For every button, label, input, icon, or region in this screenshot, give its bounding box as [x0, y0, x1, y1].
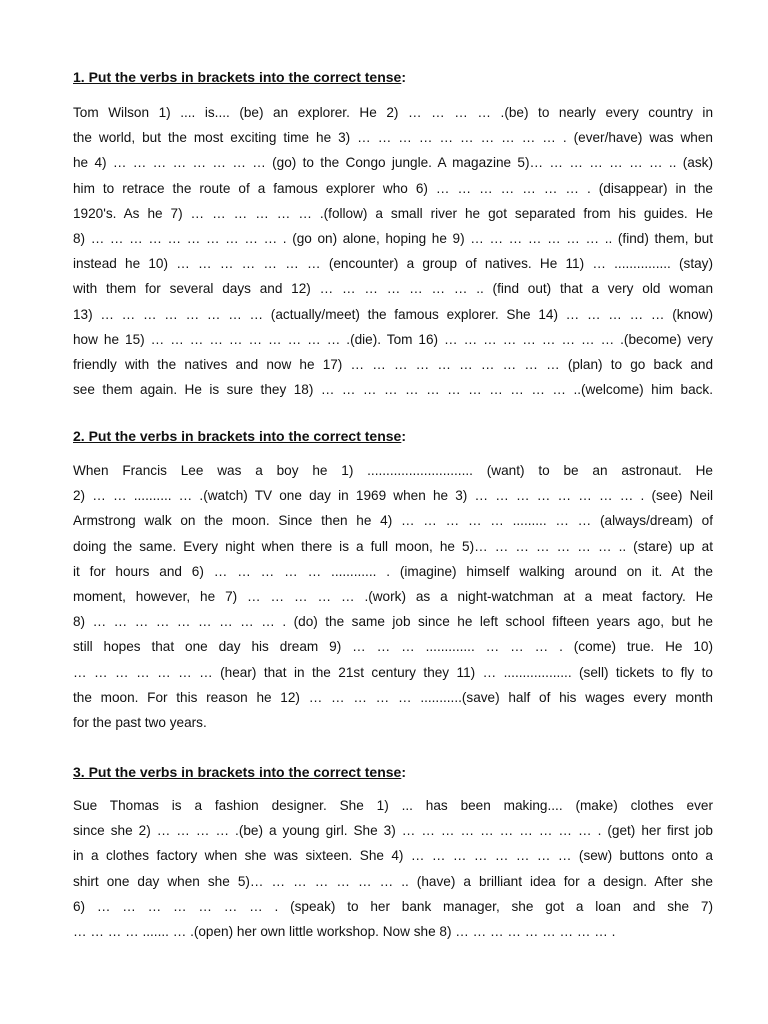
exercise-heading-text: 2. Put the verbs in brackets into the correct tense	[73, 428, 402, 444]
paragraph-line: instead he 10) … … … … … … … (encounter) a group of natives. He 11) … ............... (stay)	[73, 256, 713, 272]
paragraph-line: 2) … … .......... … .(watch) TV one day in 1969 when he 3) … … … … … … … … . (see) Neil	[73, 488, 713, 504]
paragraph-line: 8) … … … … … … … … … … . (go on) alone, hoping he 9) … … … … … … … .. (find) them, but	[73, 230, 713, 246]
paragraph-line: 8) … … … … … … … … … . (do) the same job since he left school fifteen years ago, but he	[73, 614, 713, 630]
exercise-section-1	[73, 68, 713, 402]
paragraph-line: … … … … ....... … .(open) her own little workshop. Now she 8) … … … … … … … … … .	[73, 923, 616, 939]
exercise-paragraph	[73, 793, 713, 944]
exercise-heading	[73, 763, 713, 781]
paragraph-line: friendly with the natives and now he 17) … … … … … … … … … … (plan) to go back and	[73, 356, 713, 372]
paragraph-line: doing the same. Every night when there is a full moon, he 5)… … … … … … … .. (stare) up at	[73, 538, 713, 554]
paragraph-line: 6) … … … … … … … . (speak) to her bank manager, she got a loan and she 7)	[73, 898, 713, 914]
exercise-paragraph	[73, 100, 713, 402]
paragraph-line: 13) … … … … … … … … (actually/meet) the famous explorer. She 14) … … … … … (know)	[73, 306, 713, 322]
exercise-section-3	[73, 763, 713, 944]
paragraph-line: still hopes that one day his dream 9) … … … ............. … … … . (come) true. He 10)	[73, 639, 713, 655]
paragraph-line: the world, but the most exciting time he 3) … … … … … … … … … … . (ever/have) was when	[73, 130, 713, 146]
paragraph-line: it for hours and 6) … … … … … ............ . (imagine) himself walking around on it. At the	[73, 563, 713, 579]
heading-colon: :	[401, 764, 406, 780]
paragraph-line: 1920's. As he 7) … … … … … … .(follow) a small river he got separated from his guides. He	[73, 205, 713, 221]
paragraph-line: in a clothes factory when she was sixteen. She 4) … … … … … … … … (sew) buttons onto a	[73, 848, 713, 864]
paragraph-line: how he 15) … … … … … … … … … … .(die). Tom 16) … … … … … … … … … .(become) very	[73, 331, 713, 347]
exercise-section-2	[73, 427, 713, 735]
paragraph-line: When Francis Lee was a boy he 1) ............................ (want) to be an astronaut. He	[73, 463, 713, 478]
exercise-paragraph	[73, 458, 713, 735]
paragraph-line: for the past two years.	[73, 714, 207, 730]
paragraph-line: Sue Thomas is a fashion designer. She 1) ... has been making.... (make) clothes ever	[73, 798, 713, 813]
paragraph-line: Armstrong walk on the moon. Since then he 4) … … … … … ......... … … (always/dream) of	[73, 513, 713, 529]
paragraph-line: him to retrace the route of a famous explorer who 6) … … … … … … … . (disappear) in the	[73, 180, 713, 196]
paragraph-line: he 4) … … … … … … … … (go) to the Congo jungle. A magazine 5)… … … … … … … .. (ask)	[73, 155, 713, 171]
paragraph-line: shirt one day when she 5)… … … … … … … .. (have) a brilliant idea for a design. After she	[73, 873, 713, 889]
paragraph-line: with them for several days and 12) … … … … … … … .. (find out) that a very old woman	[73, 281, 713, 297]
heading-colon: :	[401, 428, 406, 444]
paragraph-line: … … … … … … … (hear) that in the 21st century they 11) … .................. (sell) tickets to fly to	[73, 664, 713, 680]
exercise-heading-text: 1. Put the verbs in brackets into the correct tense	[73, 69, 402, 85]
paragraph-line: moment, however, he 7) … … … … … .(work) as a night-watchman at a meat factory. He	[73, 588, 713, 604]
heading-colon: :	[401, 69, 406, 85]
exercise-heading	[73, 68, 713, 86]
paragraph-line: Tom Wilson 1) .... is.... (be) an explorer. He 2) … … … … .(be) to nearly every country in	[73, 105, 713, 120]
paragraph-line: see them again. He is sure they 18) … … … … … … … … … … … … ..(welcome) him back.	[73, 382, 713, 398]
paragraph-line: the moon. For this reason he 12) … … … … … ...........(save) half of his wages every month	[73, 689, 713, 705]
exercise-heading-text: 3. Put the verbs in brackets into the correct tense	[73, 764, 402, 780]
paragraph-line: since she 2) … … … … .(be) a young girl. She 3) … … … … … … … … … … . (get) her first job	[73, 823, 713, 839]
exercise-heading	[73, 427, 713, 445]
